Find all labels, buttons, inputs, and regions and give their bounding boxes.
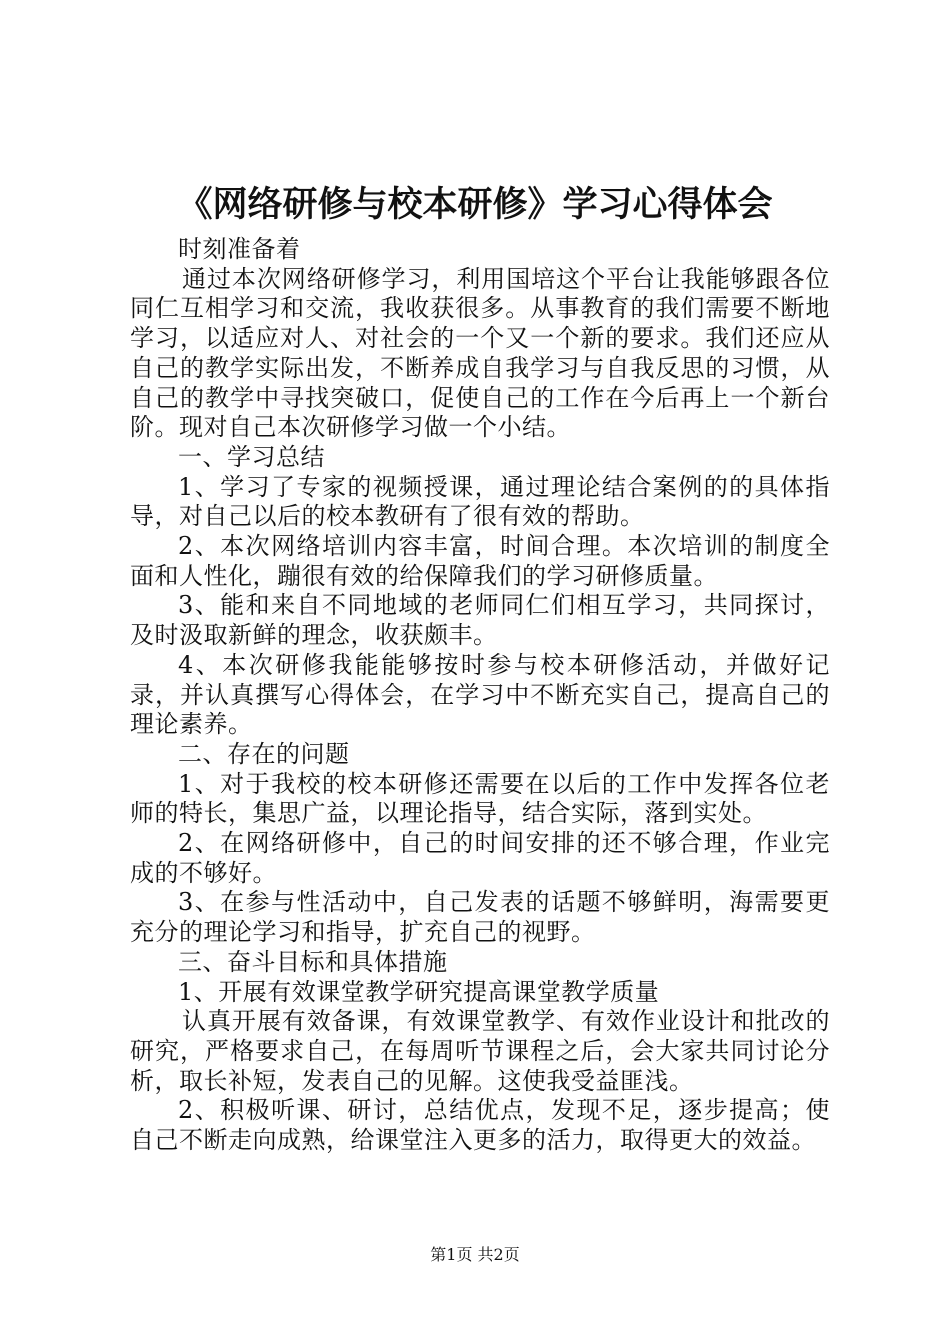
body-paragraph: 2、本次网络培训内容丰富，时间合理。本次培训的制度全面和人性化，蹦很有效的给保障我们的学习研修质量。 [130, 532, 830, 590]
section-heading: 二、存在的问题 [178, 739, 350, 768]
subsection-heading: 1、开展有效课堂教学研究提高课堂教学质量 [178, 977, 660, 1006]
section-heading: 三、奋斗目标和具体措施 [178, 947, 448, 976]
body-paragraph: 3、在参与性活动中，自己发表的话题不够鲜明，海需要更充分的理论学习和指导，扩充自己的视野。 [130, 888, 830, 947]
body-paragraph: 3、能和来自不同地域的老师同仁们相互学习，共同探讨，及时汲取新鲜的理念，收获颇丰。 [130, 591, 830, 650]
body-paragraph: 认真开展有效备课，有效课堂教学、有效作业设计和批改的研究，严格要求自己，在每周听节课程之后，会大家共同讨论分析，取长补短，发表自己的见解。这使我受益匪浅。 [130, 1007, 830, 1095]
document-body [130, 235, 830, 1156]
body-paragraph: 1、学习了专家的视频授课，通过理论结合案例的的具体指导，对自己以后的校本教研有了很有效的帮助。 [130, 472, 830, 531]
body-paragraph: 1、对于我校的校本研修还需要在以后的工作中发挥各位老师的特长，集思广益，以理论指导，结合实际，落到实处。 [130, 769, 830, 828]
body-paragraph: 2、积极听课、研讨，总结优点，发现不足，逐步提高；使自己不断走向成熟，给课堂注入更多的活力，取得更大的效益。 [130, 1096, 830, 1155]
section-heading: 一、学习总结 [178, 442, 325, 471]
document-title: 《网络研修与校本研修》学习心得体会 [177, 185, 773, 225]
author-line: 时刻准备着 [178, 235, 301, 263]
page-number: 第1页 共2页 [430, 1245, 520, 1264]
body-paragraph: 2、在网络研修中，自己的时间安排的还不够合理，作业完成的不够好。 [130, 829, 830, 887]
body-paragraph: 4、本次研修我能能够按时参与校本研修活动，并做好记录，并认真撰写心得体会，在学习中不断充实自己，提高自己的理论素养。 [130, 650, 830, 739]
body-paragraph: 通过本次网络研修学习，利用国培这个平台让我能够跟各位同仁互相学习和交流，我收获很多。从事教育的我们需要不断地学习，以适应对人、对社会的一个又一个新的要求。我们还应从自己的教学实际出发，不断养成自我学习与自我反思的习惯，从自己的教学中寻找突破口，促使自己的工作在今后再上一个新台阶。现对自己本次研修学习做一个小结。 [130, 264, 830, 442]
